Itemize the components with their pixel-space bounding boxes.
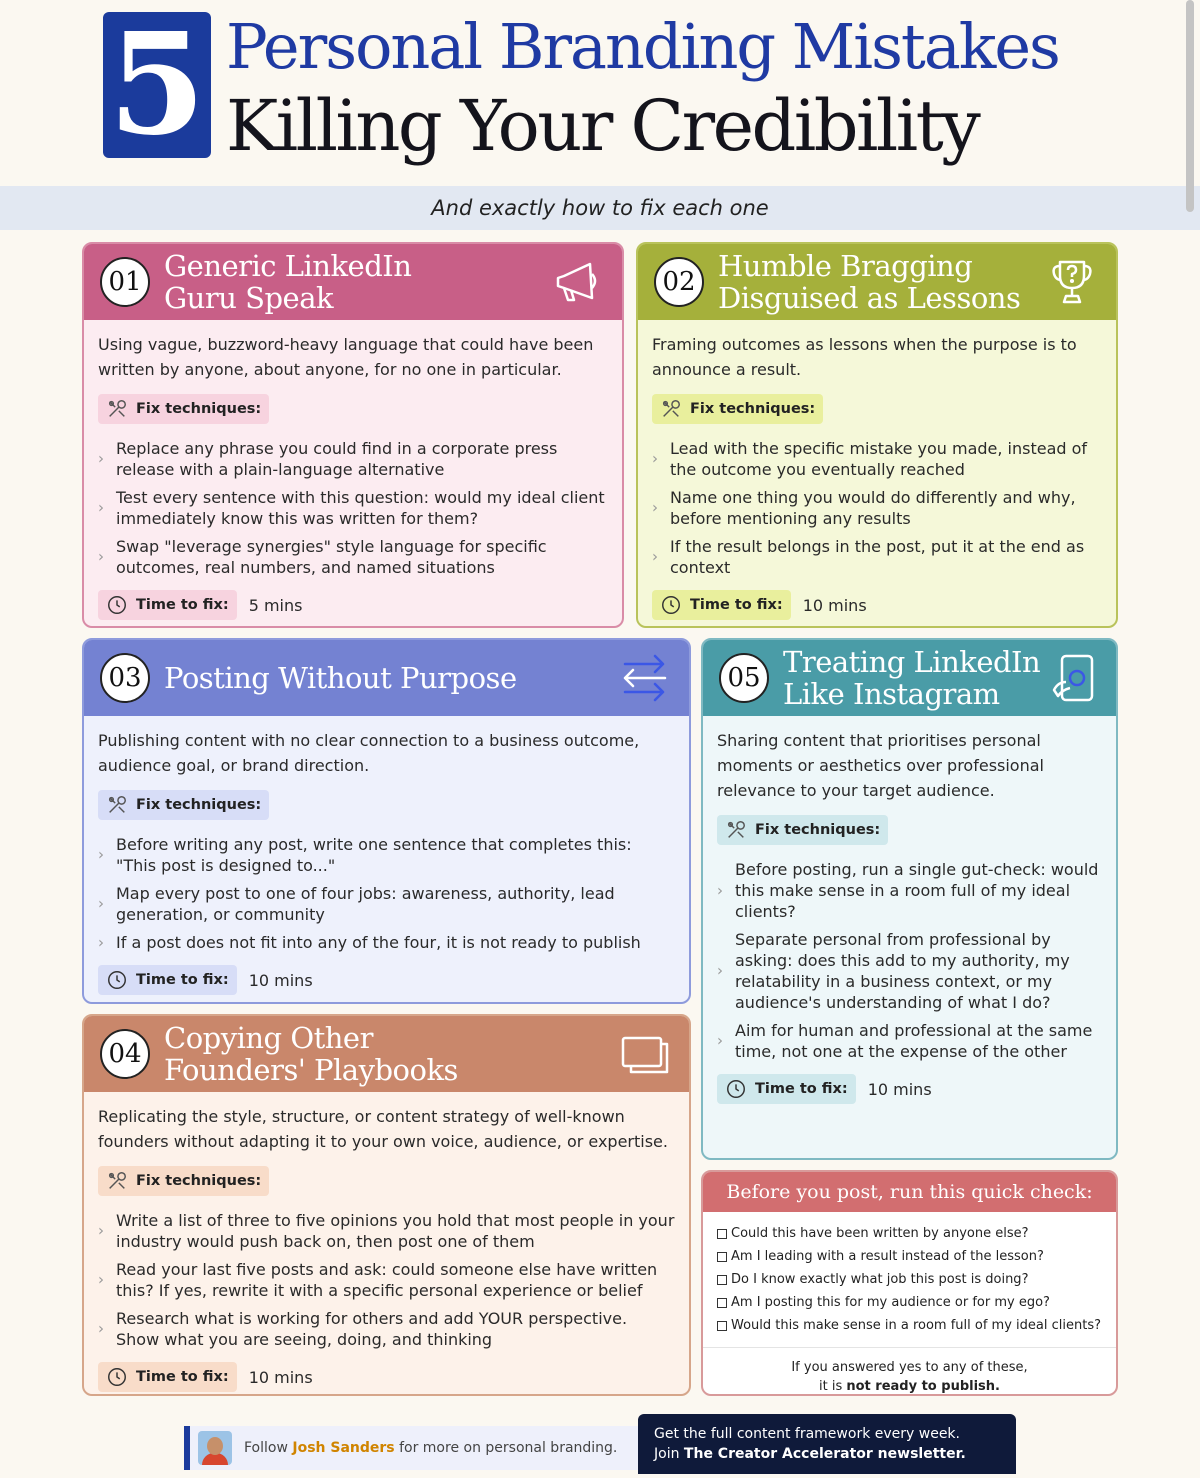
card-number: 03 bbox=[100, 653, 150, 703]
number-text: 5 bbox=[108, 3, 206, 167]
note-line-1: If you answered yes to any of these, bbox=[791, 1360, 1028, 1375]
techniques-list bbox=[652, 438, 1102, 578]
card-header bbox=[84, 640, 689, 716]
checklist-item-text: Am I leading with a result instead of the lesson? bbox=[731, 1249, 1044, 1264]
note-line-2 bbox=[703, 1377, 1116, 1396]
list-item bbox=[717, 929, 1102, 1013]
time-to-fix-label bbox=[98, 965, 237, 995]
list-item bbox=[652, 487, 1102, 529]
number-badge bbox=[103, 3, 211, 167]
checklist-item-text: Would this make sense in a room full of my ideal clients? bbox=[731, 1318, 1101, 1333]
subtitle: And exactly how to fix each one bbox=[431, 196, 769, 220]
techniques-list bbox=[98, 834, 675, 953]
checklist-item[interactable] bbox=[717, 1291, 1102, 1314]
chevron-right-icon: › bbox=[652, 547, 658, 566]
card-description: Using vague, buzzword-heavy language that could have been written by anyone, about anyone, for no one in particular. bbox=[98, 335, 594, 379]
list-item bbox=[652, 438, 1102, 480]
card-description: Framing outcomes as lessons when the purpose is to announce a result. bbox=[652, 335, 1077, 379]
time-row bbox=[98, 590, 608, 620]
checklist-item[interactable] bbox=[717, 1314, 1102, 1337]
card-title bbox=[164, 1022, 458, 1086]
technique-text: Separate personal from professional by asking: does this add to my authority, my relatability in a business context, or my audience's understanding of what I do? bbox=[735, 930, 1070, 1012]
techniques-list bbox=[98, 1210, 675, 1350]
chevron-right-icon: › bbox=[652, 498, 658, 517]
list-item bbox=[98, 438, 608, 480]
list-item bbox=[98, 1259, 675, 1301]
clock-icon bbox=[106, 1366, 128, 1388]
checklist-item[interactable] bbox=[717, 1268, 1102, 1291]
quick-check-header bbox=[703, 1172, 1116, 1212]
note-emphasis: not ready to publish. bbox=[846, 1379, 1000, 1394]
quick-check-list bbox=[703, 1212, 1116, 1337]
technique-text: Replace any phrase you could find in a corporate press release with a plain-language alternative bbox=[116, 439, 558, 479]
card-title-line-1: Treating LinkedIn bbox=[783, 645, 1041, 679]
technique-text: Aim for human and professional at the same time, not one at the expense of the other bbox=[735, 1021, 1093, 1061]
chevron-right-icon: › bbox=[98, 933, 104, 951]
list-item bbox=[98, 932, 675, 953]
chevron-right-icon: › bbox=[98, 449, 104, 468]
technique-text: Write a list of three to five opinions you hold that most people in your industry would push back on, then post one of them bbox=[116, 1211, 675, 1251]
chevron-right-icon: › bbox=[652, 449, 658, 468]
card-number: 01 bbox=[100, 257, 150, 307]
follow-suffix: for more on personal branding. bbox=[394, 1440, 618, 1456]
technique-text: If the result belongs in the post, put it at the end as context bbox=[670, 537, 1085, 577]
time-to-fix-label bbox=[98, 1362, 237, 1392]
checkbox-icon[interactable] bbox=[717, 1252, 727, 1262]
chevron-right-icon: › bbox=[98, 547, 104, 566]
mistake-card-03 bbox=[82, 638, 691, 1004]
fix-techniques-text: Fix techniques: bbox=[136, 1173, 262, 1189]
chevron-right-icon: › bbox=[98, 498, 104, 517]
time-value: 10 mins bbox=[802, 595, 867, 615]
cta-line-2 bbox=[654, 1444, 1000, 1464]
mistake-card-04 bbox=[82, 1014, 691, 1396]
time-value: 10 mins bbox=[248, 970, 313, 990]
fix-techniques-text: Fix techniques: bbox=[755, 822, 881, 838]
card-title-line-1: Posting Without Purpose bbox=[164, 661, 517, 695]
quick-check-panel bbox=[701, 1170, 1118, 1396]
chevron-right-icon: › bbox=[98, 1319, 104, 1338]
technique-text: Map every post to one of four jobs: awareness, authority, lead generation, or community bbox=[116, 884, 615, 924]
clock-icon bbox=[106, 594, 128, 616]
note-prefix: it is bbox=[819, 1379, 847, 1394]
technique-text: If a post does not fit into any of the four, it is not ready to publish bbox=[116, 933, 641, 952]
tools-icon bbox=[725, 819, 747, 841]
techniques-list bbox=[98, 438, 608, 578]
tools-icon bbox=[660, 398, 682, 420]
card-header bbox=[703, 640, 1116, 716]
checkbox-icon[interactable] bbox=[717, 1275, 727, 1285]
fix-techniques-label bbox=[717, 815, 888, 845]
chevron-right-icon: › bbox=[717, 1031, 723, 1050]
card-title-line-1: Generic LinkedIn bbox=[164, 249, 412, 283]
checklist-item[interactable] bbox=[717, 1222, 1102, 1245]
avatar bbox=[198, 1431, 232, 1465]
fix-techniques-label bbox=[98, 790, 269, 820]
tools-icon bbox=[106, 794, 128, 816]
list-item bbox=[98, 883, 675, 925]
list-item bbox=[98, 487, 608, 529]
megaphone-icon bbox=[550, 254, 606, 310]
time-to-fix-text: Time to fix: bbox=[136, 972, 229, 988]
card-title bbox=[718, 250, 1020, 314]
card-title bbox=[164, 250, 411, 314]
card-title bbox=[783, 646, 1040, 710]
scrollbar[interactable] bbox=[1186, 0, 1194, 212]
newsletter-link[interactable]: The Creator Accelerator newsletter. bbox=[683, 1446, 966, 1462]
chevron-right-icon: › bbox=[98, 1221, 104, 1240]
card-number: 04 bbox=[100, 1029, 150, 1079]
time-row bbox=[98, 1362, 675, 1392]
card-number: 02 bbox=[654, 257, 704, 307]
time-row bbox=[98, 965, 675, 995]
checkbox-icon[interactable] bbox=[717, 1229, 727, 1239]
technique-text: Read your last five posts and ask: could someone else have written this? If yes, rewrite it with a specific personal experience or belief bbox=[116, 1260, 658, 1300]
technique-text: Test every sentence with this question: would my ideal client immediately know this was written for them? bbox=[116, 488, 605, 528]
technique-text: Swap "leverage synergies" style language for specific outcomes, real numbers, and named situations bbox=[116, 537, 547, 577]
technique-text: Lead with the specific mistake you made, instead of the outcome you eventually reached bbox=[670, 439, 1088, 479]
time-to-fix-text: Time to fix: bbox=[136, 1369, 229, 1385]
checklist-item-text: Do I know exactly what job this post is doing? bbox=[731, 1272, 1029, 1287]
time-value: 10 mins bbox=[867, 1079, 932, 1099]
technique-text: Before posting, run a single gut-check: would this make sense in a room full of my ideal clients? bbox=[735, 860, 1099, 921]
copy-icon bbox=[617, 1026, 673, 1082]
clock-icon bbox=[660, 594, 682, 616]
fix-techniques-label bbox=[652, 394, 823, 424]
card-title-line-2: Like Instagram bbox=[783, 677, 1000, 711]
fix-techniques-text: Fix techniques: bbox=[690, 401, 816, 417]
list-item bbox=[717, 859, 1102, 922]
mistake-card-01 bbox=[82, 242, 624, 628]
chevron-right-icon: › bbox=[717, 961, 723, 980]
time-to-fix-text: Time to fix: bbox=[690, 597, 783, 613]
card-description: Sharing content that prioritises personal moments or aesthetics over professional relevance to your target audience. bbox=[717, 731, 1044, 800]
card-header bbox=[84, 1016, 689, 1092]
list-item bbox=[717, 1020, 1102, 1062]
tools-icon bbox=[106, 1170, 128, 1192]
list-item bbox=[652, 536, 1102, 578]
checkbox-icon[interactable] bbox=[717, 1298, 727, 1308]
trophy-question-icon bbox=[1044, 254, 1100, 310]
chevron-right-icon: › bbox=[98, 845, 104, 864]
chevron-right-icon: › bbox=[98, 1270, 104, 1289]
follow-banner[interactable] bbox=[184, 1426, 638, 1470]
follow-text bbox=[244, 1440, 617, 1456]
time-value: 10 mins bbox=[248, 1367, 313, 1387]
fix-techniques-label bbox=[98, 394, 269, 424]
list-item bbox=[98, 536, 608, 578]
tools-icon bbox=[106, 398, 128, 420]
chevron-right-icon: › bbox=[98, 894, 104, 913]
list-item bbox=[98, 1308, 675, 1350]
time-to-fix-label bbox=[98, 590, 237, 620]
cta-line-1: Get the full content framework every week. bbox=[654, 1426, 960, 1442]
card-title bbox=[164, 662, 517, 694]
time-to-fix-label bbox=[717, 1074, 856, 1104]
time-value: 5 mins bbox=[248, 595, 303, 615]
chevron-right-icon: › bbox=[717, 881, 723, 899]
follow-prefix: Follow bbox=[244, 1440, 293, 1456]
technique-text: Before writing any post, write one sentence that completes this: "This post is designed to..." bbox=[116, 835, 632, 875]
card-header bbox=[84, 244, 622, 320]
checklist-item-text: Am I posting this for my audience or for my ego? bbox=[731, 1295, 1050, 1310]
card-header bbox=[638, 244, 1116, 320]
phone-photo-icon bbox=[1044, 650, 1100, 706]
technique-text: Name one thing you would do differently and why, before mentioning any results bbox=[670, 488, 1076, 528]
card-number: 05 bbox=[719, 653, 769, 703]
card-description: Replicating the style, structure, or content strategy of well-known founders without adapting it to your own voice, audience, or expertise. bbox=[98, 1107, 668, 1151]
checkbox-icon[interactable] bbox=[717, 1321, 727, 1331]
newsletter-banner[interactable] bbox=[638, 1414, 1016, 1474]
time-row bbox=[717, 1074, 1102, 1104]
card-title-line-2: Disguised as Lessons bbox=[718, 281, 1021, 315]
fix-techniques-text: Fix techniques: bbox=[136, 797, 262, 813]
title-line-2: Killing Your Credibility bbox=[226, 85, 979, 167]
quick-check-note bbox=[703, 1347, 1116, 1396]
fix-techniques-label bbox=[98, 1166, 269, 1196]
clock-icon bbox=[725, 1078, 747, 1100]
time-to-fix-label bbox=[652, 590, 791, 620]
fix-techniques-text: Fix techniques: bbox=[136, 401, 262, 417]
time-row bbox=[652, 590, 1102, 620]
mistake-card-05 bbox=[701, 638, 1118, 1160]
clock-icon bbox=[106, 969, 128, 991]
arrows-icon bbox=[617, 650, 673, 706]
subtitle-band bbox=[0, 186, 1200, 230]
card-description: Publishing content with no clear connection to a business outcome, audience goal, or brand direction. bbox=[98, 731, 640, 775]
technique-text: Research what is working for others and add YOUR perspective. Show what you are seeing, doing, and thinking bbox=[116, 1309, 628, 1349]
checklist-item-text: Could this have been written by anyone else? bbox=[731, 1226, 1029, 1241]
mistake-card-02 bbox=[636, 242, 1118, 628]
card-title-line-2: Founders' Playbooks bbox=[164, 1053, 458, 1087]
card-title-line-1: Humble Bragging bbox=[718, 249, 973, 283]
quick-check-title: Before you post, run this quick check: bbox=[726, 1181, 1093, 1203]
card-title-line-2: Guru Speak bbox=[164, 281, 334, 315]
time-to-fix-text: Time to fix: bbox=[755, 1081, 848, 1097]
techniques-list bbox=[717, 859, 1102, 1062]
card-title-line-1: Copying Other bbox=[164, 1021, 373, 1055]
cta-prefix: Join bbox=[654, 1446, 684, 1462]
checklist-item[interactable] bbox=[717, 1245, 1102, 1268]
time-to-fix-text: Time to fix: bbox=[136, 597, 229, 613]
title-line-1: Personal Branding Mistakes bbox=[226, 10, 1059, 83]
list-item bbox=[98, 1210, 675, 1252]
list-item bbox=[98, 834, 675, 876]
author-name-link[interactable]: Josh Sanders bbox=[292, 1440, 395, 1456]
